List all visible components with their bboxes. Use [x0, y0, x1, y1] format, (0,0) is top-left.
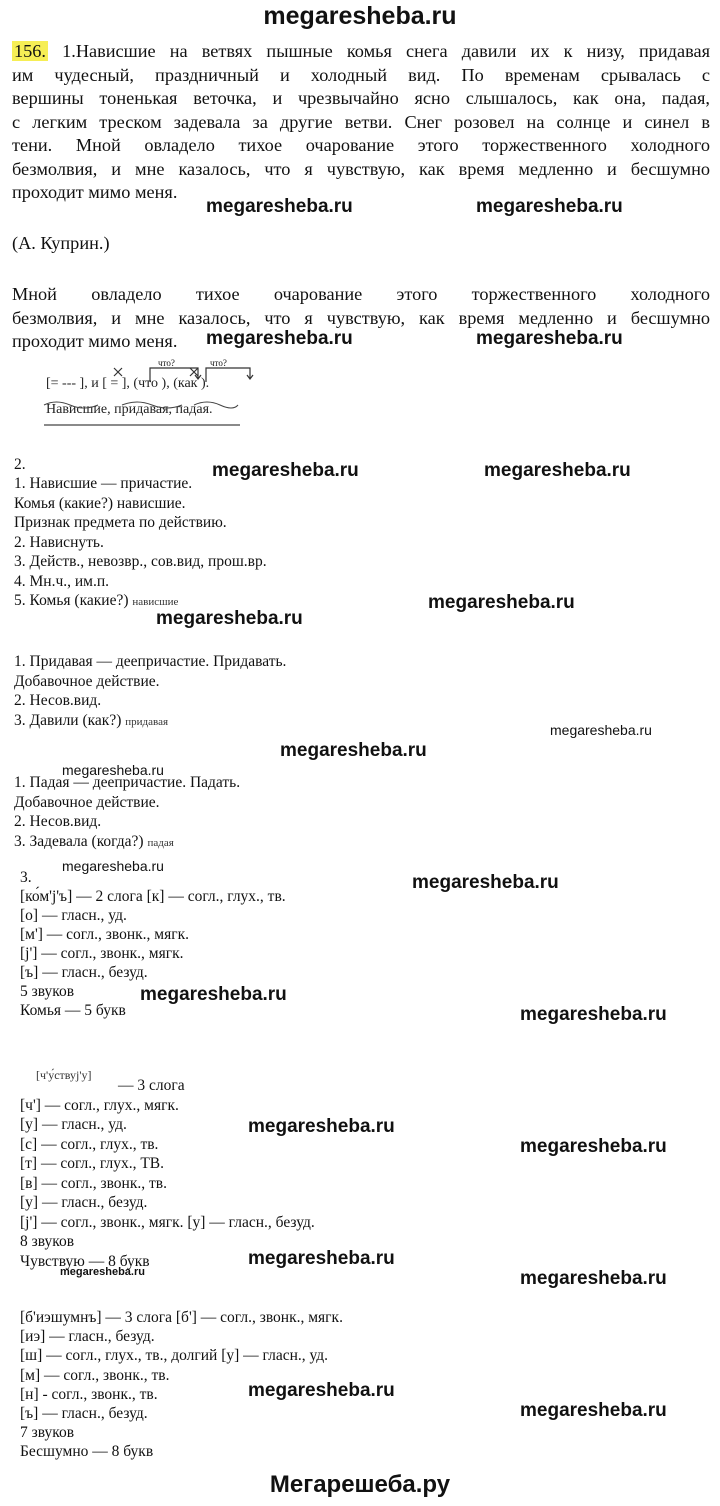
scheme-question: что?: [210, 358, 227, 368]
phonetic-line: [ъ] — гласн., безуд.: [20, 964, 148, 981]
phonetic-line: [н] - согл., звонк., тв.: [20, 1385, 158, 1403]
watermark: megaresheba.ru: [62, 762, 164, 778]
task-number: 156.: [14, 41, 46, 61]
analysis-line: 1. Нависшие — причастие.: [14, 475, 193, 492]
section-3-number: 3.: [20, 869, 32, 886]
text-line: тени. Мной овладело тихое очарование этого торжественного холодного: [12, 135, 710, 155]
scheme-line: [= --- ], и [ = ], (что ), (как ).: [46, 376, 210, 391]
phonetic-line: [ъ] — гласн., безуд.: [20, 1405, 148, 1423]
watermark: megaresheba.ru: [550, 722, 652, 738]
phonetic-line: — 3 слога: [118, 1077, 185, 1094]
analysis-line: 2. Нависнуть.: [14, 533, 104, 551]
analysis-line: Комья (какие?) нависшие.: [14, 494, 186, 512]
phonetic-line: Чувствую — 8 букв: [20, 1252, 150, 1270]
phonetic-line: [у] — гласн., уд.: [20, 1116, 127, 1133]
watermark: megaresheba.ru: [484, 460, 631, 481]
handwritten-note: придавая: [125, 715, 169, 728]
text-line: им чудесный, праздничный и холодный вид. По временам срывалась с: [12, 64, 710, 85]
phonetic-line: [м'] — согл., звонк., мягк.: [20, 926, 189, 943]
sentence-line: безмолвия, и мне казалось, что я чувствую, как время медленно и бесшумно: [12, 307, 710, 328]
transcription-chuvstvuyu: [ч'у́ствуj'у]: [36, 1068, 92, 1082]
watermark: megaresheba.ru: [206, 328, 353, 349]
sentence-line: проходит мимо меня.: [12, 331, 178, 351]
phonetic-line: [j'] — согл., звонк., мягк. [у] — гласн., безуд.: [20, 1213, 315, 1231]
analysis-line: 2. Несов.вид.: [14, 692, 102, 709]
phonetic-line: [о] — гласн., уд.: [20, 907, 127, 924]
task-text: [12, 40, 710, 205]
phonetic-line: 8 звуков: [20, 1233, 75, 1250]
watermark: megaresheba.ru: [520, 1004, 667, 1025]
gerund-analysis-1: [14, 652, 286, 732]
sentence-line: Мной овладело тихое очарование этого торжественного холодного: [12, 284, 710, 304]
text-line: вершины тоненькая веточка, и чрезвычайно ясно слышалось, как она, падая,: [12, 88, 710, 108]
watermark: megaresheba.ru: [206, 196, 353, 217]
phonetic-line: [j'] — согл., звонк., мягк.: [20, 945, 184, 962]
watermark: megaresheba.ru: [476, 328, 623, 349]
watermark: megaresheba.ru: [520, 1136, 667, 1157]
phonetic-line: 7 звуков: [20, 1424, 75, 1442]
phonetic-line: 5 звуков: [20, 983, 75, 1000]
analysis-line: 2. Несов.вид.: [14, 813, 102, 830]
phonetic-line: Комья — 5 букв: [20, 1002, 126, 1019]
phonetic-line: [т] — согл., глух., ТВ.: [20, 1155, 165, 1172]
site-header: megaresheba.ru: [263, 2, 457, 30]
phonetic-analysis-chuvstvuyu: [20, 1076, 315, 1271]
analysis-line: 3. Давили (как?) придавая: [14, 711, 169, 729]
phonetic-line: [м] — согл., звонк., тв.: [20, 1366, 170, 1384]
gerund-analysis-2: [14, 773, 240, 853]
watermark: megaresheba.ru: [280, 740, 427, 761]
analysis-line: 5. Комья (какие?) нависшие: [14, 592, 179, 609]
phonetic-line: [ч'] — согл., глух., мягк.: [20, 1096, 179, 1114]
scheme-underlines: [42, 398, 242, 428]
handwritten-note: нависшие: [132, 596, 179, 608]
analysis-line: 1. Падая — деепричастие. Падать.: [14, 774, 241, 791]
watermark: megaresheba.ru: [476, 196, 623, 217]
watermark: megaresheba.ru: [520, 1400, 667, 1421]
watermark: megaresheba.ru: [212, 460, 359, 481]
watermark: megaresheba.ru: [156, 608, 303, 629]
analysis-line: Добавочное действие.: [14, 672, 160, 690]
phonetic-line: [с] — согл., глух., тв.: [20, 1135, 159, 1153]
phonetic-line: [ш] — согл., глух., тв., долгий [у] — гласн., уд.: [20, 1347, 329, 1365]
section-2-number: 2.: [14, 456, 26, 473]
watermark: megaresheba.ru: [520, 1268, 667, 1289]
analysis-line: 4. Мн.ч., им.п.: [14, 572, 110, 590]
phonetic-line: [в] — согл., звонк., тв.: [20, 1174, 167, 1192]
author: (А. Куприн.): [12, 233, 110, 253]
analysis-line: Признак предмета по действию.: [14, 514, 227, 531]
watermark: megaresheba.ru: [248, 1248, 395, 1269]
watermark: megaresheba.ru: [412, 872, 559, 893]
site-footer: Мегарешеба.ру: [269, 1471, 451, 1498]
phonetic-line: [б'иэшумнъ] — 3 слога [б'] — согл., звонк., мягк.: [20, 1309, 343, 1326]
watermark: megaresheba.ru: [60, 1266, 145, 1278]
watermark: megaresheba.ru: [428, 592, 575, 613]
analysis-line: 3. Действ., невозвр., сов.вид, прош.вр.: [14, 553, 267, 570]
text-line: безмолвия, и мне казалось, что я чувствую, как время медленно и бесшумно: [12, 158, 710, 179]
phonetic-line: [иэ] — гласн., безуд.: [20, 1328, 155, 1346]
text-line: с легким треском задевала за другие ветви. Снег розовел на солнце и синел в: [12, 111, 710, 132]
text-line: 156. 1.Нависшие на ветвях пышные комья снега давили их к низу, придавая: [14, 41, 710, 61]
scheme-words: Нависшие, придавая, падая.: [46, 402, 213, 417]
analysis-line: 1. Придавая — деепричастие. Придавать.: [14, 653, 287, 670]
participle-analysis: [14, 474, 267, 613]
watermark: megaresheba.ru: [248, 1116, 395, 1137]
scheme-question: что?: [158, 358, 175, 368]
analysis-line: Добавочное действие.: [14, 793, 160, 811]
watermark: megaresheba.ru: [62, 858, 164, 874]
watermark: megaresheba.ru: [248, 1380, 395, 1401]
watermark: megaresheba.ru: [140, 984, 287, 1005]
phonetic-line: Бесшумно — 8 букв: [20, 1443, 154, 1461]
phonetic-line: [у] — гласн., безуд.: [20, 1194, 148, 1211]
analysis-line: 3. Задевала (когда?) падая: [14, 832, 174, 850]
phonetic-line: [ко́м'j'ъ] — 2 слога [к] — согл., глух., тв.: [20, 888, 286, 905]
handwritten-note: падая: [147, 836, 174, 849]
text-line: проходит мимо меня.: [12, 182, 178, 202]
